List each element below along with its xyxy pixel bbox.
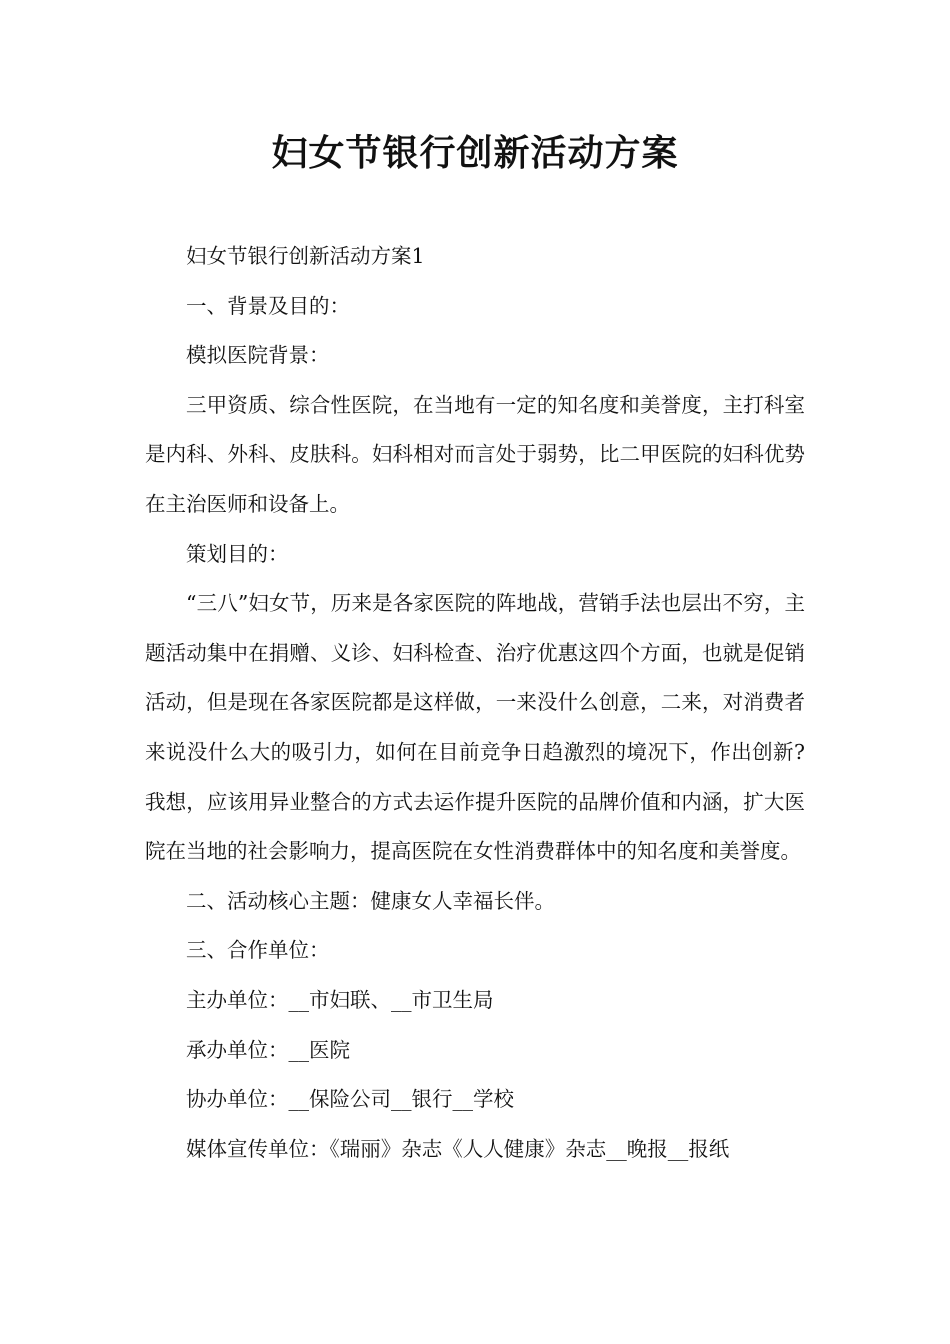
paragraph-organizer-unit: 承办单位：__医院 (186, 1037, 350, 1062)
document-title: 妇女节银行创新活动方案 (271, 133, 679, 174)
paragraph-section-heading: 妇女节银行创新活动方案1 (186, 244, 425, 268)
paragraph-hospital-background-label: 模拟医院背景： (186, 343, 330, 368)
paragraph-purpose-label: 策划目的： (186, 541, 289, 566)
paragraph-hospital-background: 三甲资质、综合性医院，在当地有一定的知名度和美誉度，主打科室是内科、外科、皮肤科。妇科相对而言处于弱势，比二甲医院的妇科优势在主治医师和设备上。 (145, 392, 805, 516)
document-body (145, 232, 805, 1174)
paragraph-partners-heading: 三、合作单位： (186, 938, 330, 963)
paragraph-co-organizer-unit: 协办单位：__保险公司__银行__学校 (186, 1087, 514, 1112)
paragraph-media-unit: 媒体宣传单位：《瑞丽》杂志《人人健康》杂志__晚报__报纸 (186, 1136, 730, 1161)
paragraph-host-unit: 主办单位：__市妇联、__市卫生局 (186, 987, 494, 1012)
paragraph-background-heading: 一、背景及目的： (186, 293, 350, 318)
paragraph-core-theme: 二、活动核心主题：健康女人幸福长伴。 (186, 888, 555, 913)
paragraph-purpose: “三八”妇女节，历来是各家医院的阵地战，营销手法也层出不穷，主题活动集中在捐赠、义诊、妇科检查、治疗优惠这四个方面，也就是促销活动，但是现在各家医院都是这样做，一来没什么创意，二来，对消费者来说没什么大的吸引力，如何在目前竞争日趋激烈的境况下，作出创新?我想，应该用异业整合的方式去运作提升医院的品牌价值和内涵，扩大医院在当地的社会影响力，提高医院在女性消费群体中的知名度和美誉度。 (145, 591, 805, 864)
